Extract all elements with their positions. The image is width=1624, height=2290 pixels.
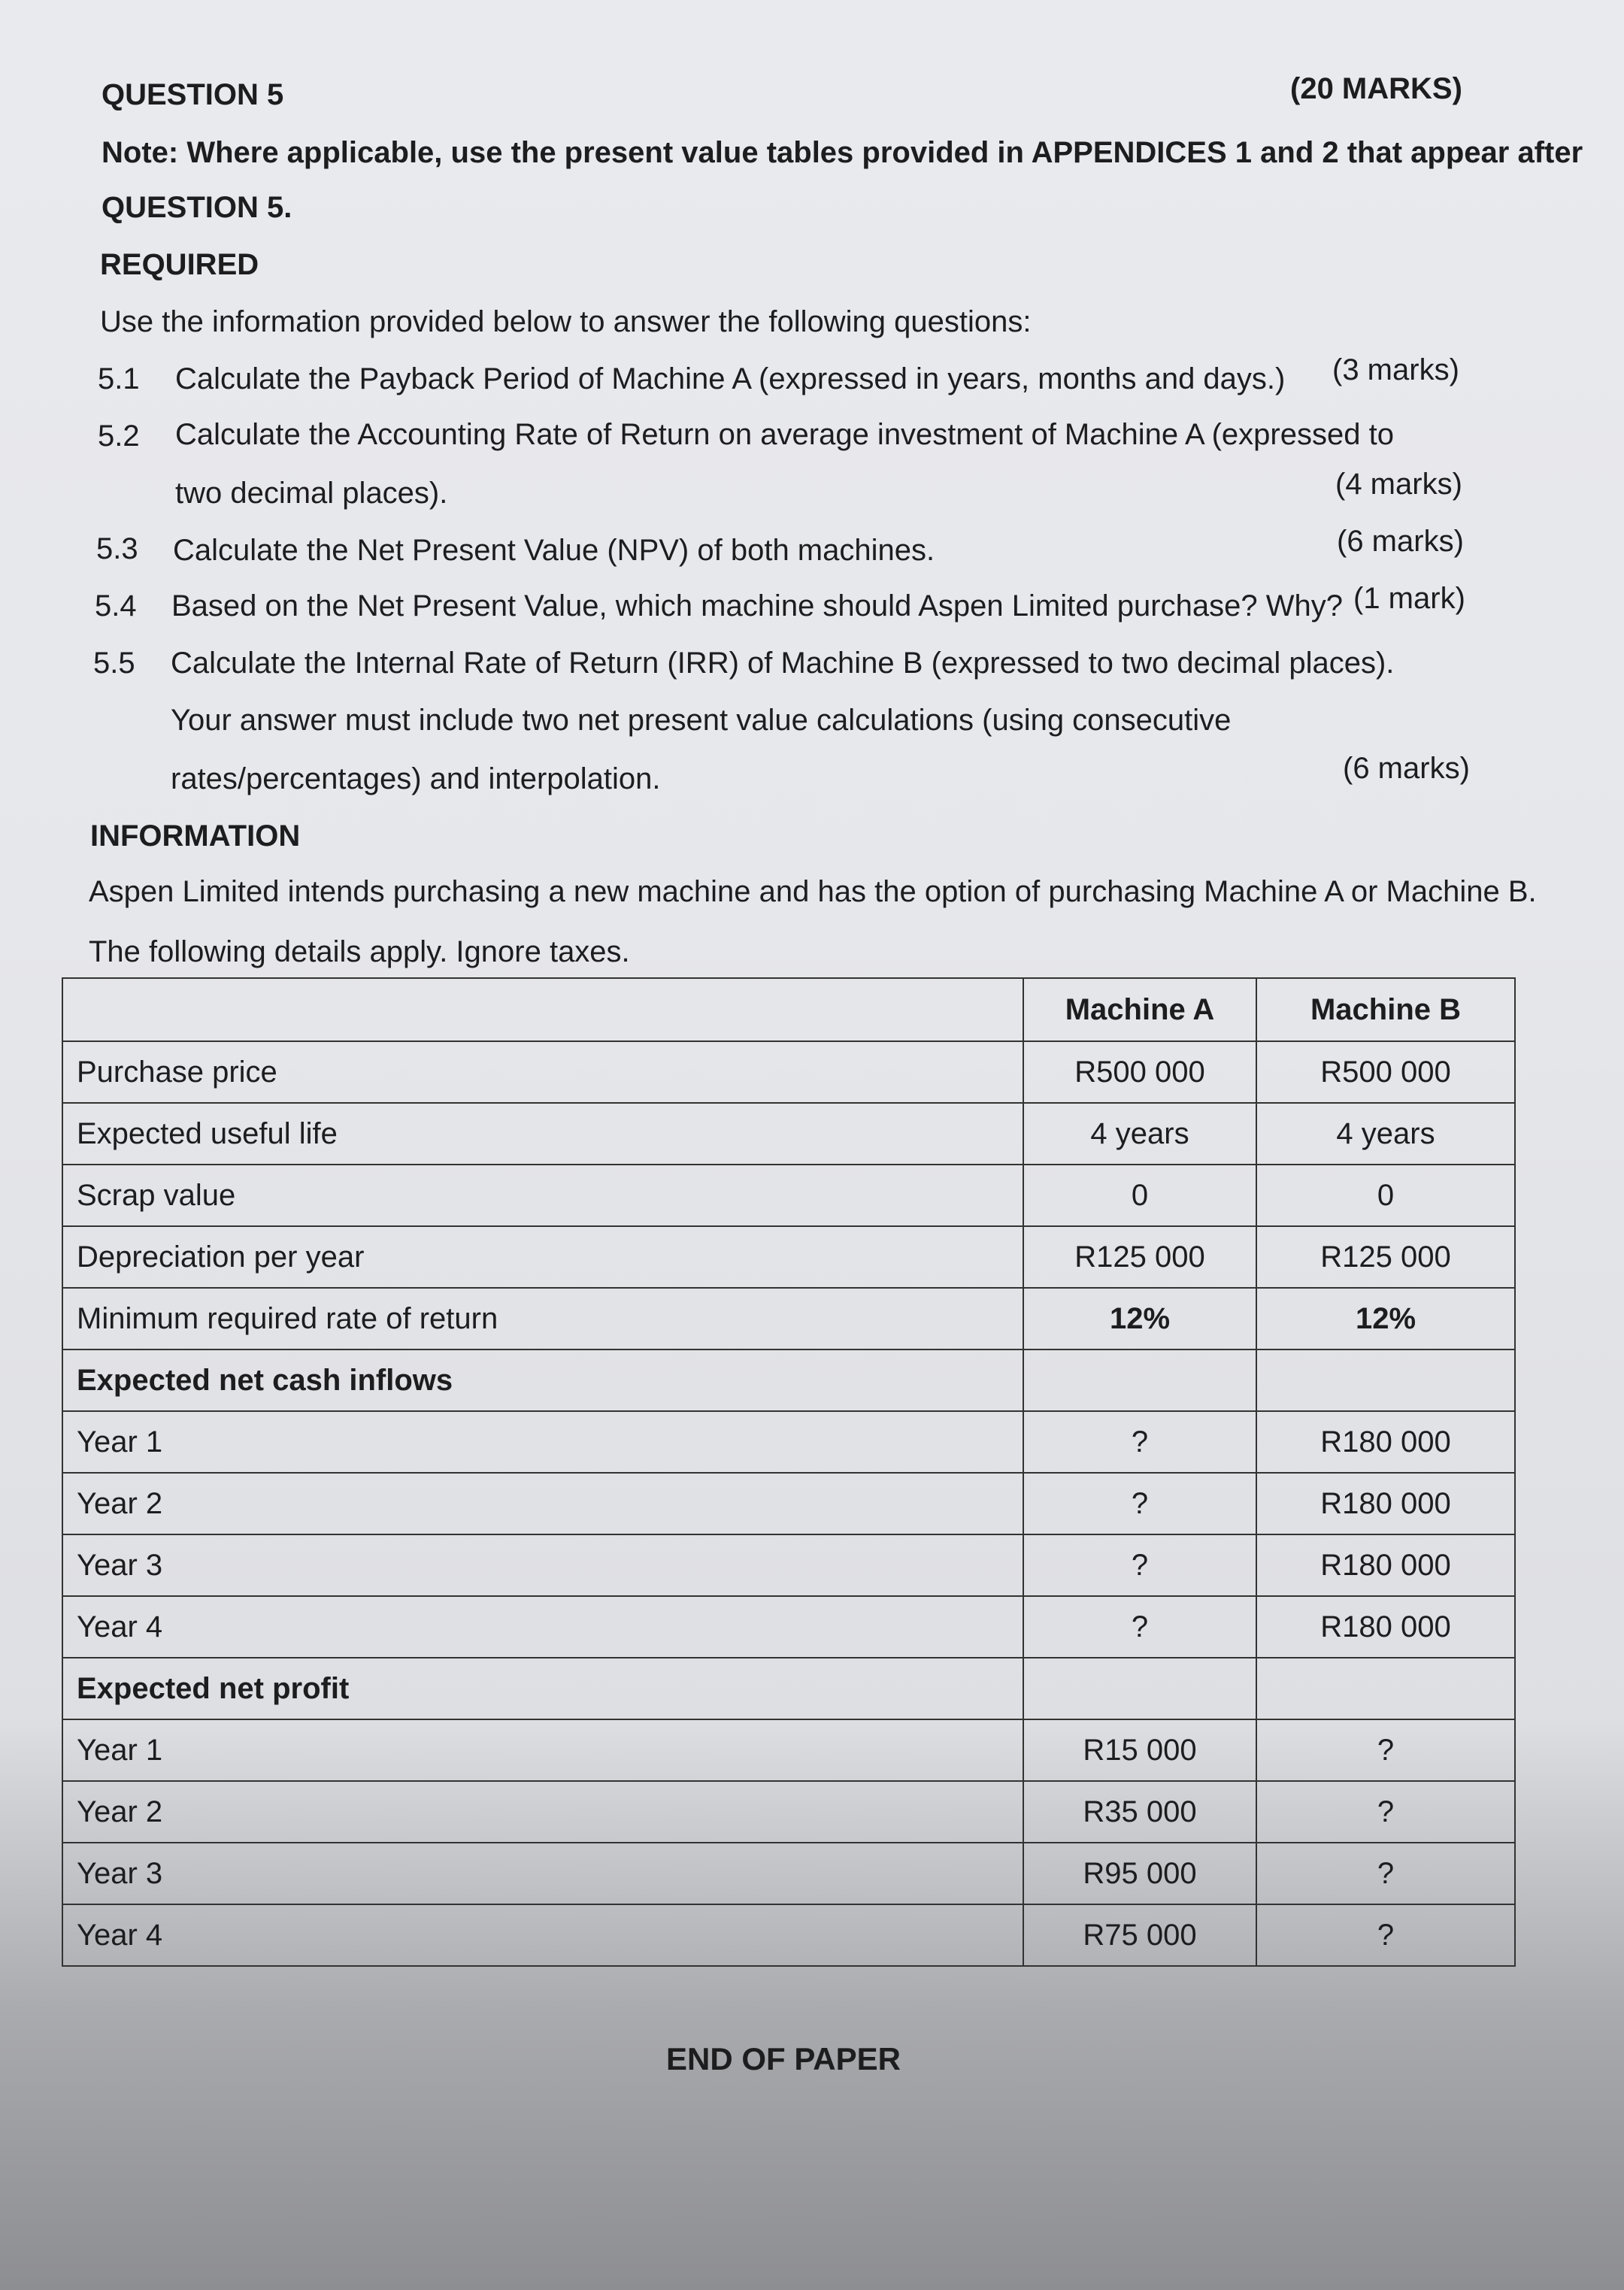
machine-a-value: R75 000 [1023, 1904, 1256, 1966]
table-row [62, 1473, 1515, 1534]
machine-b-value: R180 000 [1256, 1596, 1515, 1658]
machine-a-value: 0 [1023, 1165, 1256, 1226]
information-para-2: The following details apply. Ignore taxes. [89, 935, 630, 968]
machine-a-value: 4 years [1023, 1103, 1256, 1165]
machine-b-value: R180 000 [1256, 1534, 1515, 1596]
item-text: Calculate the Accounting Rate of Return on average investment of Machine A (expressed to [175, 418, 1394, 451]
machine-details-table [62, 977, 1516, 1967]
section-row [62, 1349, 1515, 1411]
machine-b-value: ? [1256, 1843, 1515, 1904]
row-label: Depreciation per year [62, 1226, 1023, 1288]
row-label: Year 2 [62, 1781, 1023, 1843]
machine-a-value: R95 000 [1023, 1843, 1256, 1904]
item-marks: (6 marks) [1343, 752, 1470, 785]
table-row [62, 1534, 1515, 1596]
item-text: Calculate the Payback Period of Machine A (expressed in years, months and days.) [175, 362, 1286, 395]
table-row [62, 1226, 1515, 1288]
table-row [62, 1843, 1515, 1904]
item-number: 5.4 [95, 589, 137, 622]
note-line-2: QUESTION 5. [102, 191, 292, 224]
item-marks: (1 mark) [1353, 582, 1465, 615]
machine-b-value: R180 000 [1256, 1411, 1515, 1473]
item-marks: (4 marks) [1335, 468, 1462, 501]
section-label: Expected net cash inflows [62, 1349, 1023, 1411]
question-marks: (20 MARKS) [1290, 72, 1462, 105]
row-label: Year 3 [62, 1843, 1023, 1904]
machine-a-value: R125 000 [1023, 1226, 1256, 1288]
row-label: Year 1 [62, 1719, 1023, 1781]
table-row [62, 1904, 1515, 1966]
row-label: Minimum required rate of return [62, 1288, 1023, 1349]
table-row [62, 1041, 1515, 1103]
machine-a-value [1023, 1658, 1256, 1719]
section-row [62, 1658, 1515, 1719]
row-label: Scrap value [62, 1165, 1023, 1226]
machine-a-value: ? [1023, 1411, 1256, 1473]
note-line-1: Note: Where applicable, use the present value tables provided in APPENDICES 1 and 2 that appear after [102, 136, 1583, 169]
table-row [62, 1719, 1515, 1781]
item-text: Based on the Net Present Value, which machine should Aspen Limited purchase? Why? [171, 589, 1343, 622]
item-text: Calculate the Net Present Value (NPV) of both machines. [173, 534, 935, 567]
table-row [62, 1103, 1515, 1165]
item-number: 5.2 [98, 420, 140, 453]
row-label: Year 1 [62, 1411, 1023, 1473]
table-row [62, 1411, 1515, 1473]
machine-a-value: R500 000 [1023, 1041, 1256, 1103]
table-header-row [62, 978, 1515, 1041]
required-intro: Use the information provided below to answer the following questions: [100, 305, 1032, 338]
end-of-paper: END OF PAPER [666, 2041, 901, 2076]
row-label: Expected useful life [62, 1103, 1023, 1165]
item-number: 5.1 [98, 362, 140, 395]
item-number: 5.5 [93, 647, 135, 680]
machine-a-value: ? [1023, 1534, 1256, 1596]
row-label: Year 4 [62, 1904, 1023, 1966]
machine-b-value: ? [1256, 1719, 1515, 1781]
question-title: QUESTION 5 [102, 78, 284, 111]
machine-b-value: R500 000 [1256, 1041, 1515, 1103]
information-heading: INFORMATION [90, 819, 301, 853]
row-label: Year 4 [62, 1596, 1023, 1658]
row-label: Year 2 [62, 1473, 1023, 1534]
machine-b-value: 0 [1256, 1165, 1515, 1226]
table-row [62, 1165, 1515, 1226]
row-label: Purchase price [62, 1041, 1023, 1103]
section-label: Expected net profit [62, 1658, 1023, 1719]
item-text: Calculate the Internal Rate of Return (IRR) of Machine B (expressed to two decimal places). [171, 647, 1395, 680]
machine-b-value: 4 years [1256, 1103, 1515, 1165]
machine-a-value: R35 000 [1023, 1781, 1256, 1843]
machine-b-value: ? [1256, 1781, 1515, 1843]
machine-a-value: ? [1023, 1596, 1256, 1658]
machine-a-value [1023, 1349, 1256, 1411]
item-text-cont: Your answer must include two net present value calculations (using consecutive [171, 704, 1232, 737]
table-row [62, 1596, 1515, 1658]
machine-b-header: Machine B [1256, 978, 1515, 1041]
row-label: Year 3 [62, 1534, 1023, 1596]
machine-a-header: Machine A [1023, 978, 1256, 1041]
item-marks: (3 marks) [1332, 353, 1459, 386]
machine-b-value [1256, 1658, 1515, 1719]
machine-b-value: 12% [1256, 1288, 1515, 1349]
machine-b-value: R125 000 [1256, 1226, 1515, 1288]
information-para-1: Aspen Limited intends purchasing a new machine and has the option of purchasing Machine A or Machine B. [89, 875, 1537, 908]
item-text-cont: two decimal places). [175, 477, 448, 510]
machine-a-value: 12% [1023, 1288, 1256, 1349]
item-text-cont: rates/percentages) and interpolation. [171, 762, 661, 795]
item-marks: (6 marks) [1337, 525, 1464, 558]
machine-b-value: R180 000 [1256, 1473, 1515, 1534]
machine-b-value: ? [1256, 1904, 1515, 1966]
item-number: 5.3 [96, 532, 138, 565]
table-row [62, 1781, 1515, 1843]
machine-a-value: ? [1023, 1473, 1256, 1534]
blank-header-cell [62, 978, 1023, 1041]
machine-a-value: R15 000 [1023, 1719, 1256, 1781]
table-row [62, 1288, 1515, 1349]
machine-b-value [1256, 1349, 1515, 1411]
required-heading: REQUIRED [100, 248, 259, 281]
